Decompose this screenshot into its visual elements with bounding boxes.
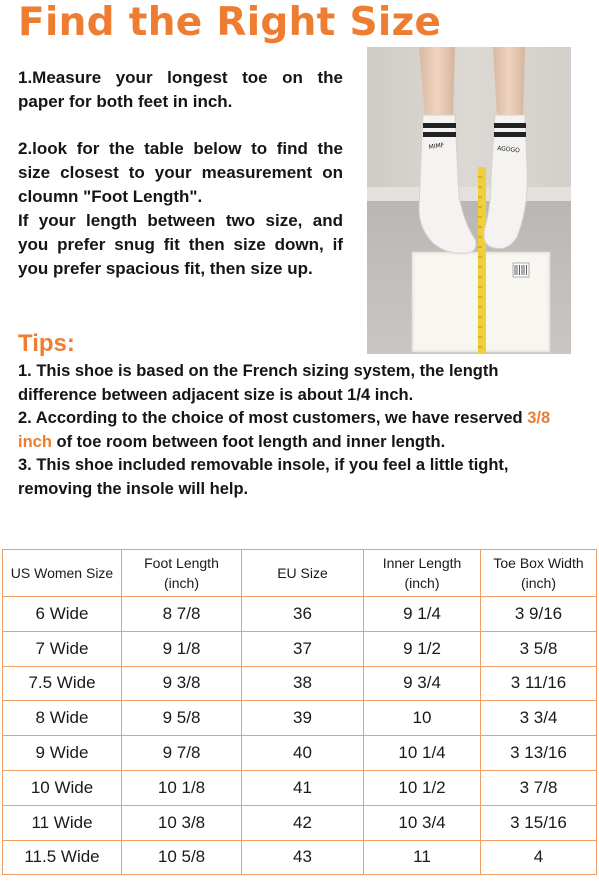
tip-2-prefix: 2. According to the choice of most customers, we have reserved [18, 409, 528, 427]
sock-label-right: AGOGO [496, 145, 521, 155]
cell-toe-box-width: 3 3/4 [481, 701, 597, 736]
table-header-row [3, 550, 597, 597]
cell-eu-size: 41 [242, 770, 364, 805]
cell-inner-length: 10 [364, 701, 481, 736]
cell-foot-length: 9 1/8 [122, 631, 242, 666]
header-label: EU Size [277, 565, 328, 581]
header-label: Inner Length [382, 555, 462, 571]
cell-toe-box-width: 4 [481, 840, 597, 875]
cell-us-size: 9 Wide [3, 736, 122, 771]
measurement-photo [367, 47, 571, 354]
cell-us-size: 8 Wide [3, 701, 122, 736]
cell-eu-size: 39 [242, 701, 364, 736]
cell-toe-box-width: 3 9/16 [481, 597, 597, 632]
cell-foot-length: 10 3/8 [122, 805, 242, 840]
header-label: US Women Size [10, 565, 114, 581]
cell-us-size: 6 Wide [3, 597, 122, 632]
table-row [3, 840, 597, 875]
table-row [3, 736, 597, 771]
cell-eu-size: 42 [242, 805, 364, 840]
step-2-fit-advice: If your length between two size, and you prefer snug fit then size down, if you prefer spacious fit, then size up. [18, 211, 343, 278]
step-2-instruction: 2.look for the table below to find the size closest to your measurement on cloumn "Foot Length". [18, 139, 343, 206]
cell-foot-length: 9 7/8 [122, 736, 242, 771]
cell-foot-length: 10 1/8 [122, 770, 242, 805]
page-title: Find the Right Size [18, 0, 442, 45]
header-unit: (inch) [520, 575, 556, 591]
table-row [3, 770, 597, 805]
cell-eu-size: 37 [242, 631, 364, 666]
cell-us-size: 11 Wide [3, 805, 122, 840]
table-row [3, 597, 597, 632]
cell-inner-length: 9 1/4 [364, 597, 481, 632]
cell-eu-size: 38 [242, 666, 364, 701]
cell-us-size: 7.5 Wide [3, 666, 122, 701]
tip-2-suffix: of toe room between foot length and inner length. [51, 432, 446, 451]
step-1-text: 1.Measure your longest toe on the paper for both feet in inch. [18, 68, 343, 111]
header-us-women-size [3, 550, 122, 597]
cell-inner-length: 10 1/4 [364, 736, 481, 771]
cell-foot-length: 9 3/8 [122, 666, 242, 701]
cell-inner-length: 10 3/4 [364, 805, 481, 840]
header-toe-box-width [481, 550, 597, 597]
cell-us-size: 10 Wide [3, 770, 122, 805]
cell-foot-length: 8 7/8 [122, 597, 242, 632]
cell-eu-size: 43 [242, 840, 364, 875]
cell-inner-length: 9 3/4 [364, 666, 481, 701]
step-2-text [18, 137, 343, 281]
cell-eu-size: 40 [242, 736, 364, 771]
cell-toe-box-width: 3 15/16 [481, 805, 597, 840]
tip-2 [18, 407, 578, 454]
cell-toe-box-width: 3 11/16 [481, 666, 597, 701]
tip-2-highlight: 3/8 inch [18, 409, 551, 451]
cell-toe-box-width: 3 5/8 [481, 631, 597, 666]
cell-inner-length: 9 1/2 [364, 631, 481, 666]
cell-us-size: 7 Wide [3, 631, 122, 666]
cell-foot-length: 9 5/8 [122, 701, 242, 736]
size-chart-table [2, 549, 597, 875]
table-row [3, 701, 597, 736]
header-label: Foot Length [144, 555, 219, 571]
sock-label-left: MIMF [428, 141, 445, 151]
tip-3: 3. This shoe included removable insole, if you feel a little tight, removing the insole will help. [18, 456, 509, 498]
header-unit: (inch) [404, 575, 440, 591]
cell-inner-length: 11 [364, 840, 481, 875]
cell-us-size: 11.5 Wide [3, 840, 122, 875]
table-row [3, 631, 597, 666]
tip-1: 1. This shoe is based on the French sizing system, the length difference between adjacent size is about 1/4 inch. [18, 362, 499, 404]
header-eu-size [242, 550, 364, 597]
header-label: Toe Box Width [493, 555, 584, 571]
table-row [3, 805, 597, 840]
cell-inner-length: 10 1/2 [364, 770, 481, 805]
tips-list [18, 360, 578, 501]
cell-foot-length: 10 5/8 [122, 840, 242, 875]
tips-heading: Tips: [18, 330, 75, 357]
header-inner-length [364, 550, 481, 597]
cell-toe-box-width: 3 13/16 [481, 736, 597, 771]
cell-eu-size: 36 [242, 597, 364, 632]
cell-toe-box-width: 3 7/8 [481, 770, 597, 805]
table-row [3, 666, 597, 701]
header-unit: (inch) [163, 575, 199, 591]
header-foot-length [122, 550, 242, 597]
